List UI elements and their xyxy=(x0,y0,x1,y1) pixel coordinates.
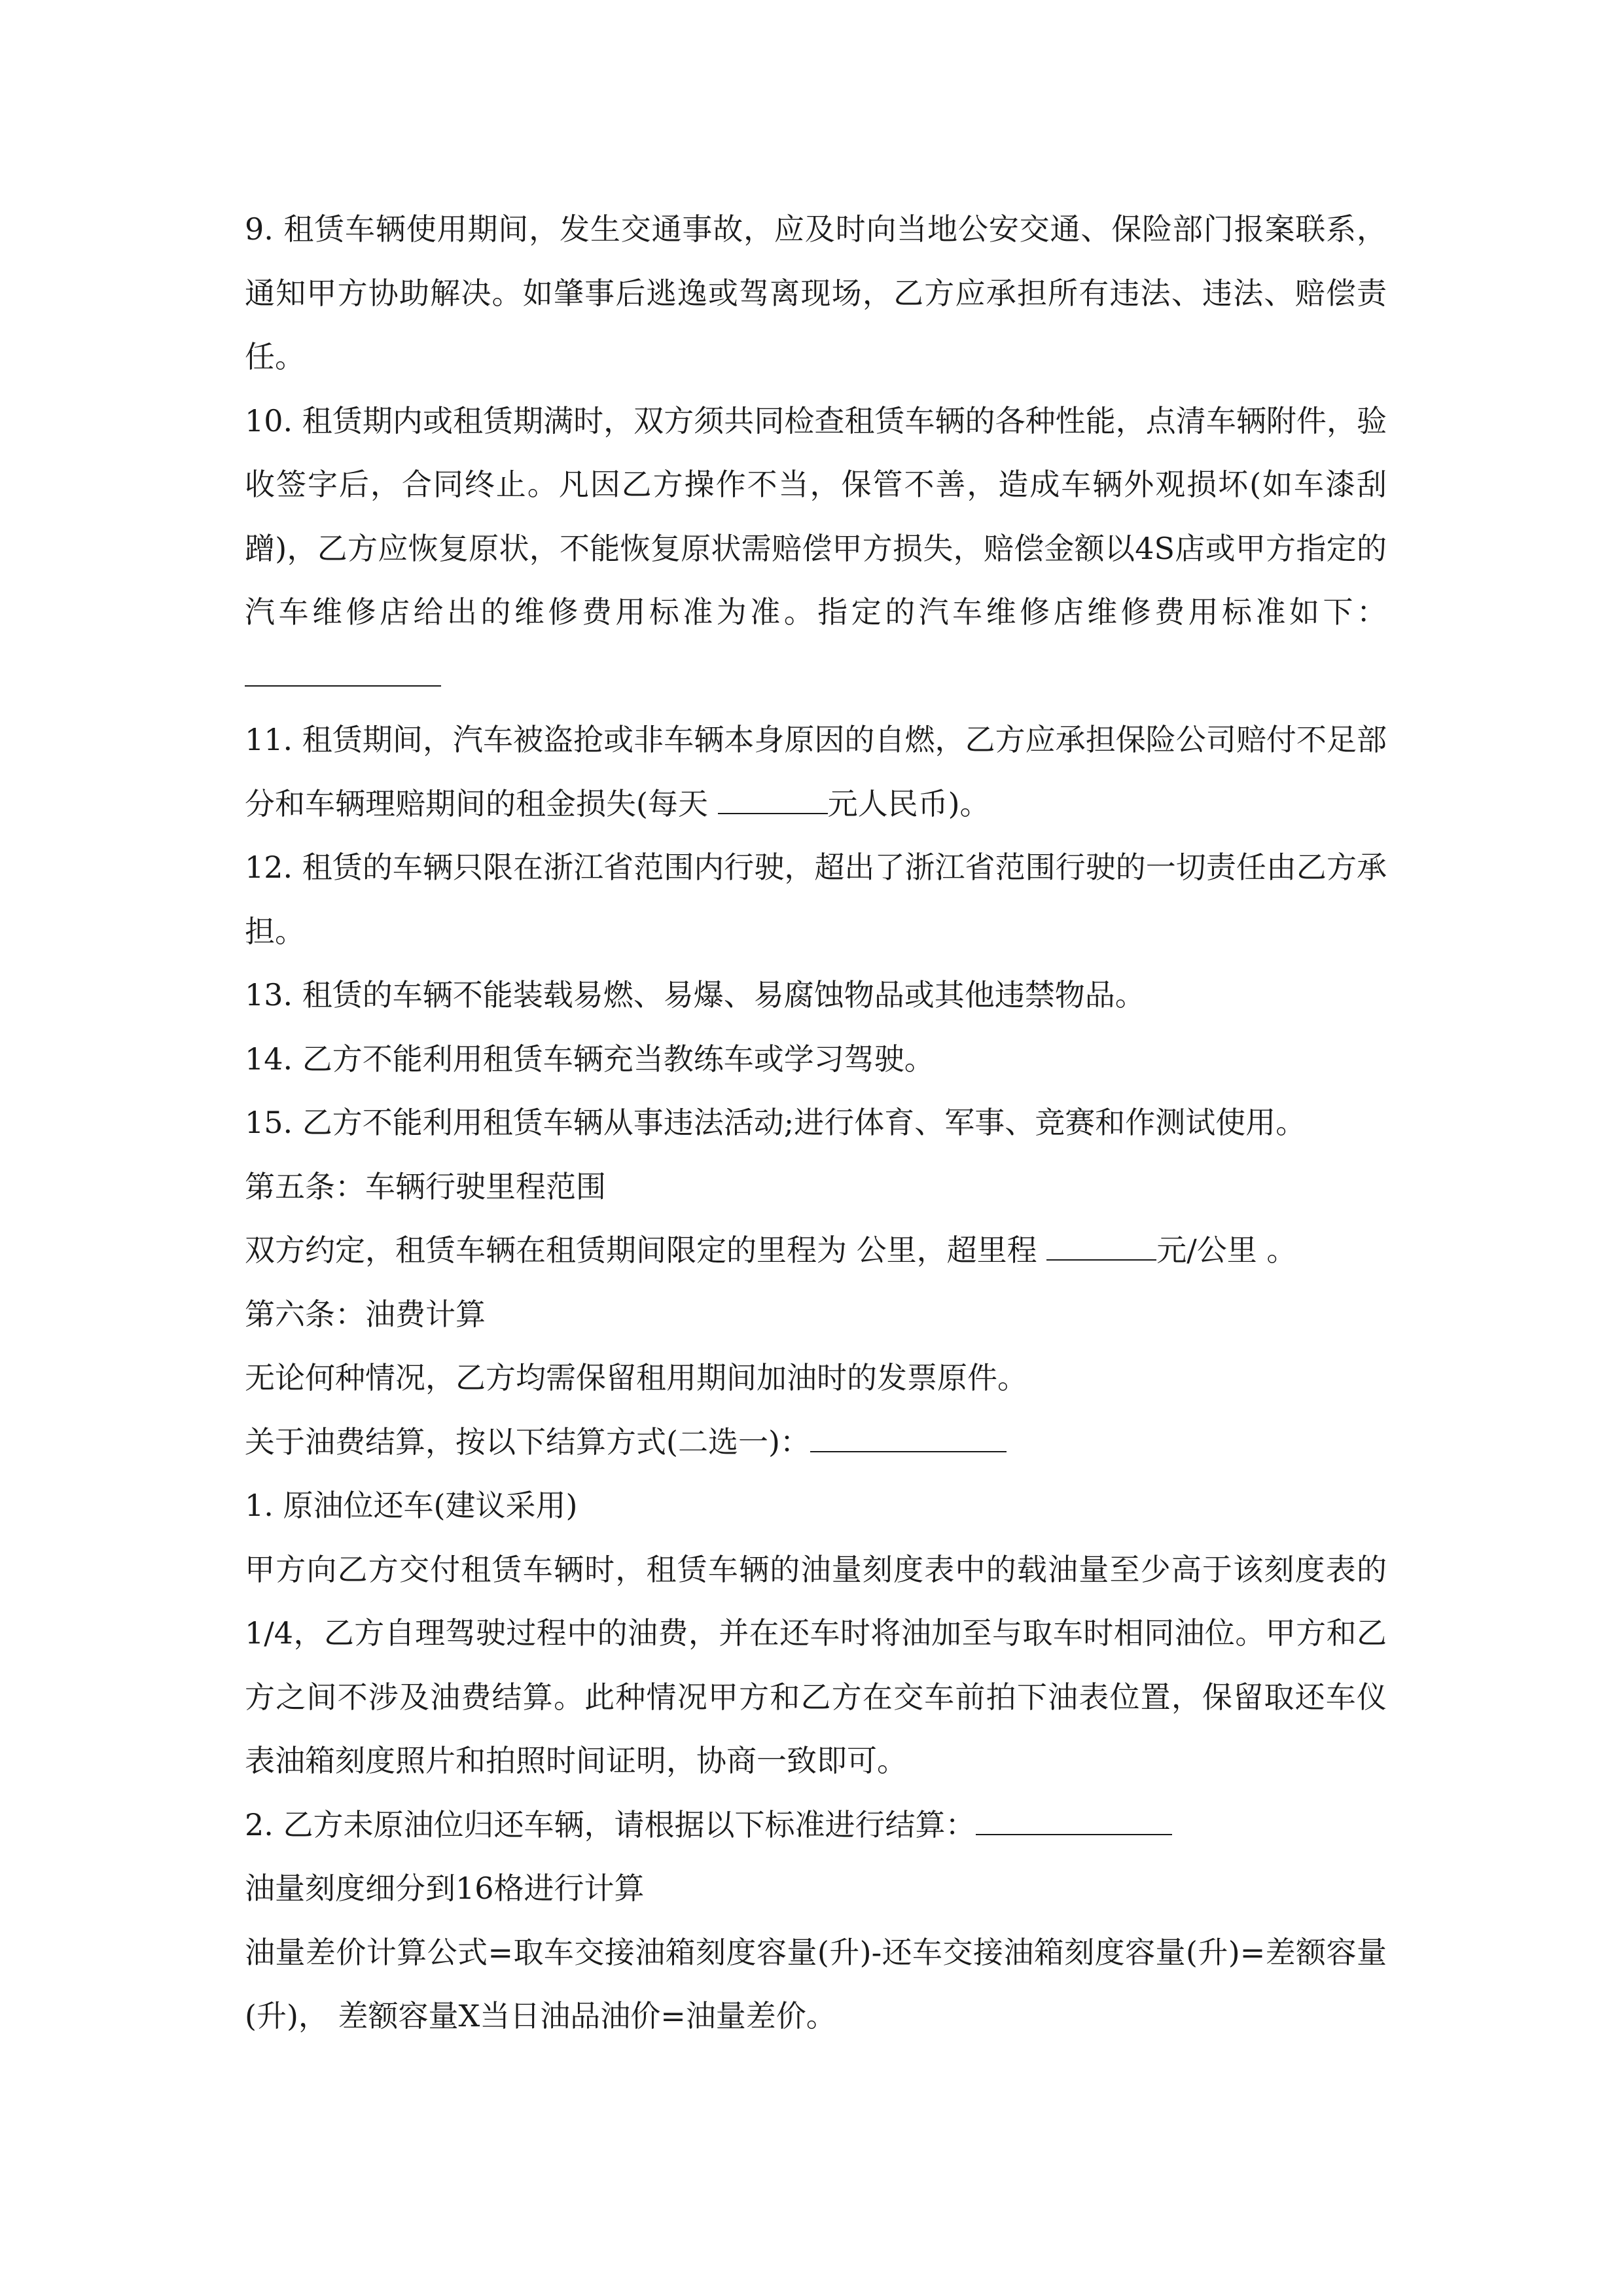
document-body xyxy=(245,198,1387,2049)
mileage-text: 双方约定，租赁车辆在租赁期间限定的里程为 公里，超里程 xyxy=(245,1232,1047,1268)
fill-in-blank-daily-rent-loss[interactable] xyxy=(718,781,828,814)
fuel-receipt-text: 无论何种情况，乙方均需保留租用期间加油时的发票原件。 xyxy=(245,1360,1027,1395)
clause-13 xyxy=(245,963,1387,1028)
mileage-text-after: 元/公里 。 xyxy=(1156,1232,1297,1268)
option-2-heading-text: 2. 乙方未原油位归还车辆，请根据以下标准进行结算： xyxy=(245,1806,976,1842)
clause-13-text: 13. 租赁的车辆不能装载易燃、易爆、易腐蚀物品或其他违禁物品。 xyxy=(245,977,1145,1013)
article-5-heading-text: 第五条：车辆行驶里程范围 xyxy=(245,1168,606,1204)
fuel-formula-text: 油量差价计算公式=取车交接油箱刻度容量(升)-还车交接油箱刻度容量(升)=差额容量(升)， 差额容量X当日油品油价=油量差价。 xyxy=(245,1934,1387,2034)
clause-11-text: 11. 租赁期间，汽车被盗抢或非车辆本身原因的自燃，乙方应承担保险公司赔付不足部分和车辆理赔期间的租金损失(每天 xyxy=(245,722,1387,821)
fill-in-blank-settlement-method[interactable] xyxy=(810,1419,1007,1452)
clause-12-text: 12. 租赁的车辆只限在浙江省范围内行驶，超出了浙江省范围行驶的一切责任由乙方承担。 xyxy=(245,850,1387,949)
clause-15 xyxy=(245,1091,1387,1155)
fuel-settlement-choice xyxy=(245,1410,1387,1475)
option-2-heading xyxy=(245,1793,1387,1857)
clause-11-text-after: 元人民币)。 xyxy=(827,785,990,821)
clause-11 xyxy=(245,708,1387,836)
article-5-heading xyxy=(245,1155,1387,1219)
clause-14 xyxy=(245,1028,1387,1092)
article-6-heading xyxy=(245,1283,1387,1347)
fuel-receipt-paragraph xyxy=(245,1346,1387,1410)
fuel-gauge-note xyxy=(245,1857,1387,1921)
fuel-formula xyxy=(245,1921,1387,2049)
article-6-heading-text: 第六条：油费计算 xyxy=(245,1296,486,1332)
option-1-body xyxy=(245,1538,1387,1793)
clause-10-text: 10. 租赁期内或租赁期满时，双方须共同检查租赁车辆的各种性能，点清车辆附件，验收签字后，合同终止。凡因乙方操作不当，保管不善，造成车辆外观损坏(如车漆刮蹭)，乙方应恢复原状，不能恢复原状需赔偿甲方损失，赔偿金额以4S店或甲方指定的汽车维修店给出的维修费用标准为准。指定的汽车维修店维修费用标准如下： xyxy=(245,403,1387,630)
clause-12 xyxy=(245,836,1387,963)
fill-in-blank-mileage-rate[interactable] xyxy=(1046,1228,1156,1261)
option-1-heading xyxy=(245,1474,1387,1538)
clause-14-text: 14. 乙方不能利用租赁车辆充当教练车或学习驾驶。 xyxy=(245,1041,935,1077)
clause-9-text: 9. 租赁车辆使用期间，发生交通事故，应及时向当地公安交通、保险部门报案联系，通知甲方协助解决。如肇事后逃逸或驾离现场，乙方应承担所有违法、违法、赔偿责任。 xyxy=(245,211,1387,374)
option-1-body-text: 甲方向乙方交付租赁车辆时，租赁车辆的油量刻度表中的载油量至少高于该刻度表的1/4，乙方自理驾驶过程中的油费，并在还车时将油加至与取车时相同油位。甲方和乙方之间不涉及油费结算。此种情况甲方和乙方在交车前拍下油表位置，保留取还车仪表油箱刻度照片和拍照时间证明，协商一致即可。 xyxy=(245,1551,1387,1778)
option-1-heading-text: 1. 原油位还车(建议采用) xyxy=(245,1488,578,1523)
fuel-gauge-note-text: 油量刻度细分到16格进行计算 xyxy=(245,1871,645,1906)
fill-in-blank-settlement-standard[interactable] xyxy=(976,1802,1172,1835)
clause-15-text: 15. 乙方不能利用租赁车辆从事违法活动;进行体育、军事、竞赛和作测试使用。 xyxy=(245,1105,1306,1140)
fuel-settlement-choice-text: 关于油费结算，按以下结算方式(二选一)： xyxy=(245,1424,810,1460)
clause-10 xyxy=(245,389,1387,709)
mileage-paragraph xyxy=(245,1219,1387,1283)
clause-9 xyxy=(245,198,1387,389)
fill-in-blank-repair-standard[interactable] xyxy=(245,653,441,686)
